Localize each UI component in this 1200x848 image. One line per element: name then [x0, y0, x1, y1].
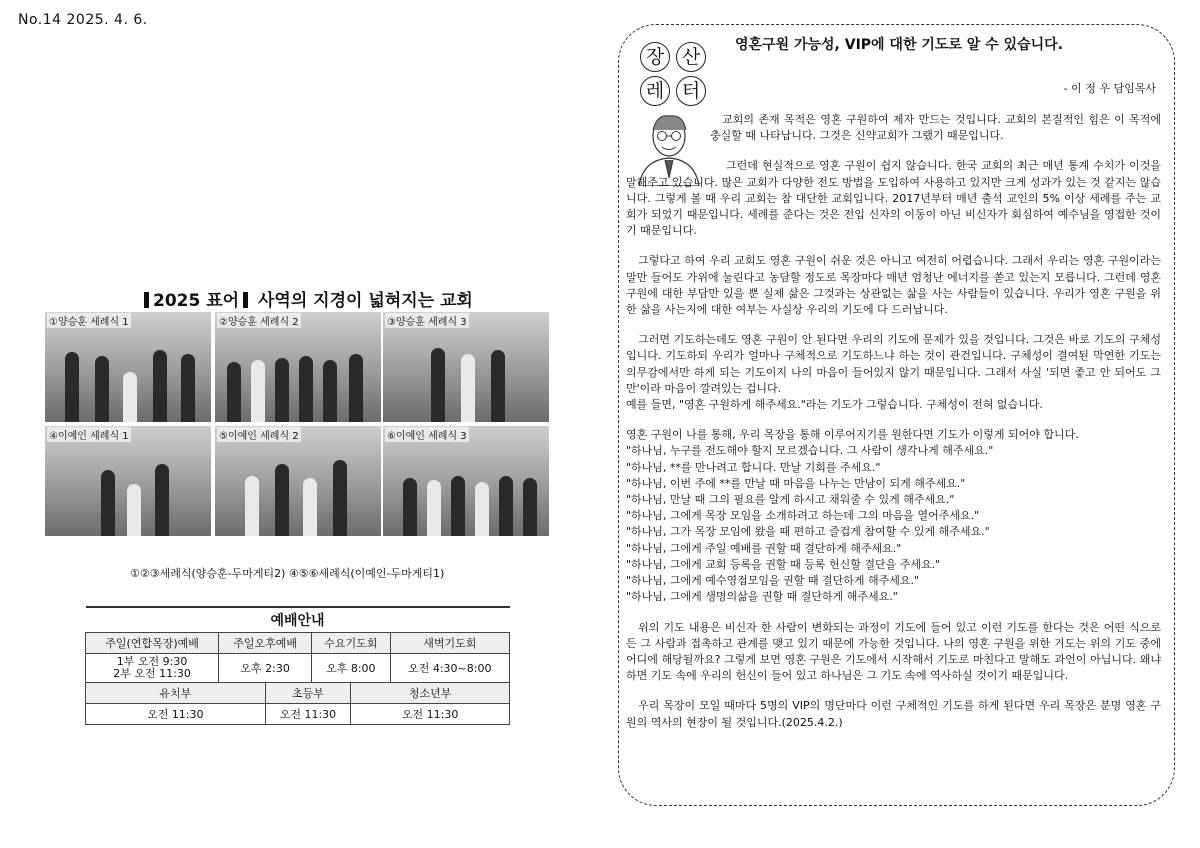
column-author: - 이 정 우 담임목사: [1063, 82, 1156, 95]
photo-figure: [227, 362, 241, 422]
prayer-line: "하나님, 그에게 주일 예배를 권할 때 결단하게 해주세요.": [626, 541, 902, 555]
prayer-line: "하나님, 그에게 교회 등록을 권할 때 등록 헌신할 결단을 주세요.": [626, 557, 941, 571]
column-title: 영혼구원 가능성, VIP에 대한 기도로 알 수 있습니다.: [735, 37, 1064, 53]
photo-figure: [275, 358, 289, 422]
prayer-line: "하나님, 만날 때 그의 필요를 알게 하시고 채워줄 수 있게 해주세요.": [626, 493, 955, 507]
prayer-line: "하나님, 그에게 생명의삶을 권할 때 결단하게 해주세요.": [626, 590, 898, 604]
column-paragraph-text: 영혼 구원이 나를 통해, 우리 목장을 통해 이루어지기를 원한다면 기도가 이렇게 되어야 합니다.: [626, 428, 1079, 442]
column-paragraph-text: 교회의 존재 목적은 영혼 구원하여 제자 만드는 것입니다. 교회의 본질적인 힘은 이 목적에 충실할 때 나타납니다. 그것은 신약교회가 그랬기 때문입니다.: [710, 113, 1161, 143]
photo-figure: [427, 480, 441, 536]
service-time-second: 2부 오전 11:30: [113, 667, 191, 680]
motto-bar-mark: [243, 292, 248, 308]
column-paragraph-text: 그런데 현실적으로 영혼 구원이 쉽지 않습니다. 한국 교회의 최근 매년 통계 수치가 이것을 말해주고 있습니다. 많은 교회가 다양한 전도 방법을 도입하여 사용하고 있지만 크게 성과가 있는 것 같지는 않습니다. 그렇게 볼 때 우리 교회는 참 대단한 교회입니다. 2017년부터 매년 출석 교인의 5% 이상 세례를 주는 교회가 되었기 때문입니다. 세례를 준다는 것은 전입 신자의 이동이 아닌 비신자가 회심하여 예수님을 영접한 것이기 때문입니다.: [626, 159, 1161, 238]
column-paragraph-text: 위의 기도 내용은 비신자 한 사람이 변화되는 과정이 기도에 들어 있고 이런 기도를 한다는 것은 어떤 식으로든 그 사람과 접촉하고 관계를 맺고 있기 때문에 가능한 것입니다. 나의 영혼 구원을 위한 기도는 위의 기도 중에 어디에 해당될까요? 그렇게 보면 영혼 구원은 기도에서 시작해서 기도로 마친다고 말해도 과언이 아닙니다. 왜냐하면 기도 속에 우리의 헌신이 들어 있고 하나님은 그 기도 속에 역사하실 것이기 때문입니다.: [626, 620, 1161, 683]
column-paragraph: [626, 112, 1161, 144]
photo-figure: [101, 470, 115, 536]
baptism-photo: [215, 426, 381, 536]
photo-figure: [95, 356, 109, 422]
column-paragraph-text: 그러면 기도하는데도 영혼 구원이 안 된다면 우리의 기도에 문제가 있을 것입니다. 그것은 바로 기도의 구체성입니다. 기도하되 우리가 얼마나 구체적으로 기도하느냐 하는 것이 관건입니다. 구체성이 결여된 막연한 기도는 의무감에서만 하게 되는 기도이지 나의 마음이 들어있지 않기 때문입니다. 그래서 사실 '되면 좋고 안 되어도 그만'이라 마음이 깔려있는 겁니다.: [626, 333, 1161, 395]
service-time: 오전 4:30~8:00: [390, 654, 509, 683]
prayer-line: "하나님, 이번 주에 **를 만날 때 마음을 나누는 만남이 되게 해주세요.": [626, 476, 966, 490]
prayer-list: [626, 427, 1161, 605]
service-head: 주일오후예배: [219, 633, 312, 654]
service-head: 수요기도회: [312, 633, 391, 654]
prayer-line: "하나님, **를 만나려고 합니다. 만날 기회를 주세요.": [626, 460, 881, 474]
motto-text: 사역의 지경이 넓혀지는 교회: [258, 291, 473, 311]
photo-figure: [323, 360, 337, 422]
service-time: 오후 2:30: [219, 654, 312, 683]
photo-figure: [275, 464, 289, 536]
photo-figure: [523, 478, 537, 536]
prayer-line: "하나님, 그에게 목장 모임을 소개하려고 하는데 그의 마음을 열어주세요.": [626, 509, 980, 523]
column-paragraph: [626, 253, 1161, 318]
column-paragraph: [626, 698, 1161, 730]
service-time-main: [86, 654, 219, 683]
service-head: 주일(연합목장)예배: [86, 633, 219, 654]
photo-figure: [491, 350, 505, 422]
column-paragraph-text: 우리 목장이 모일 때마다 5명의 VIP의 명단마다 이런 구체적인 기도를 하게 된다면 우리 목장은 분명 영혼 구원의 역사의 현장이 될 것입니다.(2025.4.2.): [626, 699, 1161, 729]
dept-time: 오전 11:30: [86, 704, 266, 725]
baptism-photo: [383, 312, 549, 422]
prayer-line: "하나님, 누구를 전도해야 할지 모르겠습니다. 그 사람이 생각나게 해주세요.": [626, 444, 994, 458]
column-paragraph-text: 그렇다고 하여 우리 교회도 영혼 구원이 쉬운 것은 아니고 여전히 어렵습니다. 그래서 우리는 영혼 구원이라는 말만 들어도 가위에 눌린다고 농담할 정도로 목장마다 매년 엄청난 에너지를 쏟고 있는지 모릅니다. 그런데 영혼 구원에 대한 부담만 있을 뿐 실제 삶은 그것과는 상관없는 삶을 사는 사람들이 있습니다. 우리가 영혼 구원을 위한 삶을 사는지에 대한 여부는 사실상 우리의 기도에 다 드러납니다.: [626, 254, 1161, 317]
photo-figure: [245, 476, 259, 536]
photo-figure: [65, 352, 79, 422]
photo-figure: [499, 476, 513, 536]
photo-figure: [431, 348, 445, 422]
column-paragraph: [626, 158, 1161, 239]
photo-caption: ③양승훈 세례식 3: [385, 313, 469, 328]
photo-figure: [475, 482, 489, 536]
service-time-first: 1부 오전 9:30: [116, 655, 188, 668]
photo-grid-caption: ①②③세례식(양승훈-두마게티2) ④⑤⑥세례식(이예인-두마게티1): [130, 567, 445, 580]
photo-figure: [155, 464, 169, 536]
column-paragraph: [626, 620, 1161, 685]
photo-figure: [127, 484, 141, 536]
photo-figure: [123, 372, 137, 422]
church-motto: [140, 286, 480, 311]
baptism-photo: [383, 426, 549, 536]
motto-bar-mark: [144, 292, 149, 308]
dept-head: 청소년부: [351, 683, 510, 704]
motto-year: 2025 표어: [153, 291, 240, 311]
dept-time: 오전 11:30: [351, 704, 510, 725]
column-paragraph: 예를 들면, "영혼 구원하게 해주세요."라는 기도가 그렇습니다. 구체성이 전혀 없습니다.: [626, 398, 1043, 412]
service-head: 새벽기도회: [390, 633, 509, 654]
photo-figure: [451, 476, 465, 536]
service-schedule-table: [85, 606, 510, 725]
photo-figure: [153, 350, 167, 422]
photo-caption: ⑤이예인 세례식 2: [217, 427, 301, 442]
photo-figure: [299, 356, 313, 422]
service-time: 오후 8:00: [312, 654, 391, 683]
prayer-line: "하나님, 그가 목장 모임에 왔을 때 편하고 즐겁게 참여할 수 있게 해주세요.": [626, 525, 990, 539]
dept-time: 오전 11:30: [265, 704, 351, 725]
dept-head: 유치부: [86, 683, 266, 704]
baptism-photo-grid: [45, 312, 550, 538]
prayer-line: "하나님, 그에게 예수영접모임을 권할 때 결단하게 해주세요.": [626, 574, 920, 588]
photo-figure: [403, 478, 417, 536]
column-paragraph: [626, 332, 1161, 397]
issue-header: No.14 2025. 4. 6.: [18, 12, 148, 28]
column-badge: 레: [640, 76, 670, 106]
baptism-photo: [215, 312, 381, 422]
service-schedule-title: 예배안내: [86, 607, 510, 633]
photo-figure: [303, 478, 317, 536]
photo-figure: [349, 354, 363, 422]
photo-figure: [181, 354, 195, 422]
dept-head: 초등부: [265, 683, 351, 704]
photo-caption: ①양승훈 세례식 1: [47, 313, 131, 328]
baptism-photo: [45, 312, 211, 422]
photo-figure: [461, 354, 475, 422]
photo-figure: [333, 460, 347, 536]
photo-caption: ⑥이예인 세례식 3: [385, 427, 469, 442]
photo-caption: ④이예인 세례식 1: [47, 427, 131, 442]
photo-caption: ②양승훈 세례식 2: [217, 313, 301, 328]
column-badge: 산: [676, 42, 706, 72]
column-badge: 장: [640, 42, 670, 72]
photo-figure: [251, 360, 265, 422]
column-body: [626, 112, 1161, 745]
column-badge: 터: [676, 76, 706, 106]
baptism-photo: [45, 426, 211, 536]
